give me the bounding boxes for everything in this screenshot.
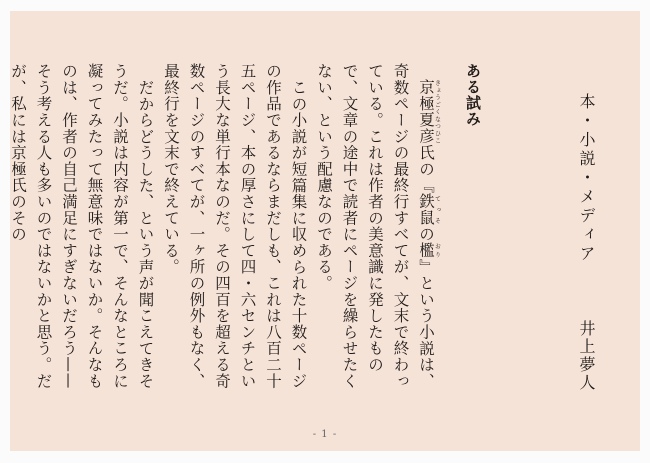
ruby-ori: 檻おり xyxy=(417,242,441,259)
section-heading: ある試み xyxy=(464,63,482,127)
body-text xyxy=(9,63,441,403)
ruby-tesso: 鉄鼠てっそ xyxy=(417,193,441,227)
paragraph-3: だからどうした、という声が聞こえてきそうだ。小説は内容が第一で、そんなところに凝ってみたって無意味ではないか。そんなものは、作者の自己満足にすぎないだろう——そう考える人も多いのではないかと思う。だが、私には京極氏のその xyxy=(9,63,155,390)
page-number: - 1 - xyxy=(312,429,338,440)
ruby-author-name: 京極夏彦きょうごくなつひこ xyxy=(417,79,441,145)
paragraph-1: 京極夏彦きょうごくなつひこ氏の『鉄鼠てっその檻おり』という小説は、奇数ページの最終行すべてが、文末で終わっている。これは作者の美意識に発したもので、文章の途中で読者にページを繰らせたくない、という配慮なのである。 xyxy=(315,63,441,390)
paragraph-2: この小説が短篇集に収められた十数ページの作品であるならまだしも、これは八百二十五ページ、本の厚さにして四・六センチという長大な単行本なのだ。その四百を超える奇数ページのすべてが、一ヶ所の例外もなく、最終行を文末で終えている。 xyxy=(162,63,308,390)
book-title: 本・小説・メディア xyxy=(577,93,596,264)
document-page xyxy=(10,11,640,451)
author-name: 井上夢人 xyxy=(577,320,596,392)
